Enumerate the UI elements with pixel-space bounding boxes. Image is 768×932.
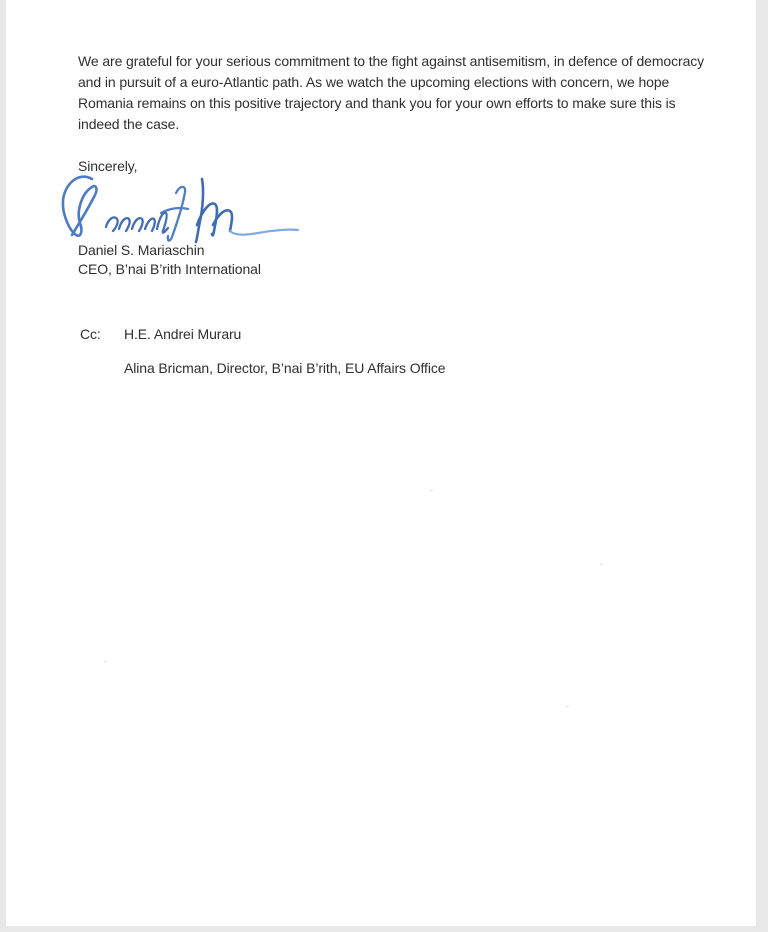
cc-recipient-ambassador: H.E. Andrei Muraru [124,326,242,342]
letter-page [6,0,756,926]
handwritten-signature-image [58,171,308,249]
signature-stroke-minims [106,213,168,233]
cc-recipient-director: Alina Bricman, Director, B’nai B’rith, EU Affairs Office [124,360,446,376]
letter-body-line-2: and in pursuit of a euro-Atlantic path. As we watch the upcoming elections with concern, we hope [78,74,670,90]
signature-stroke-tail [230,230,298,235]
scan-speckle [566,705,569,708]
letter-body-line-1: We are grateful for your serious commitment to the fight against antisemitism, in defence of democracy [78,53,705,69]
scan-speckle [600,563,603,566]
scan-speckle [104,660,107,663]
scan-speckle [430,489,433,492]
signature-stroke-m [196,179,232,242]
letter-body-line-3: Romania remains on this positive trajectory and thank you for your own efforts to make sure this is [78,95,676,111]
signer-name: Daniel S. Mariaschin [78,242,205,258]
cc-label: Cc: [80,326,101,342]
signature-stroke-d-loop [63,177,97,236]
signer-title: CEO, B’nai B’rith International [78,261,261,277]
closing-salutation: Sincerely, [78,158,138,174]
letter-body-paragraph [78,51,704,135]
letter-body-line-4: indeed the case. [78,116,180,132]
